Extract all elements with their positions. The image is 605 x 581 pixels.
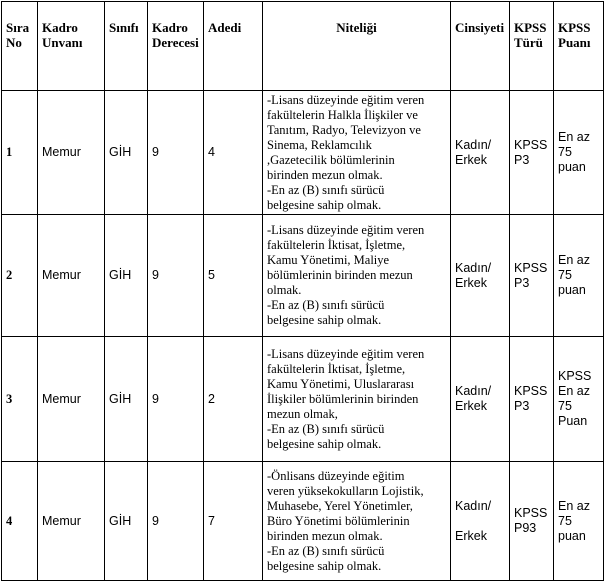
niteligi-cell-line: belgesine sahip olmak. [267,313,382,327]
niteligi-cell-line: -Önlisans düzeyinde eğitim [267,468,405,483]
niteligi-cell-line: -En az (B) sınıfı sürücü [267,543,385,558]
sinifi-cell: GİH [105,462,148,581]
niteligi-cell-line: belgesine sahip olmak. [267,436,382,451]
header-niteligi: Niteliği [263,2,451,91]
adedi-cell: 7 [204,462,263,581]
niteligi-cell-line: -En az (B) sınıfı sürücü [267,298,385,312]
niteligi-cell-line: mezun olmak, [267,406,338,421]
niteligi-cell-line: bölümlerinin birinden mezun [267,268,413,282]
kpss-puani-cell-line: Puan [558,414,588,428]
kpss-puani-cell-line: 75 [558,399,572,413]
kpss-puani-cell-line: En az [558,498,590,513]
kpss-turu-cell [510,462,554,581]
cinsiyeti-cell-line: Erkek [455,528,487,543]
adedi-cell: 5 [204,215,263,337]
niteligi-cell-line: -Lisans düzeyinde eğitim veren [267,92,425,107]
kpss-puani-cell-line: 75 [558,513,572,528]
niteligi-cell [263,215,451,337]
kadro-derecesi-cell: 9 [148,462,204,581]
niteligi-cell-line: Kamu Yönetimi, Maliye [267,253,390,267]
table-row [2,91,604,215]
row-number: 1 [2,91,38,215]
kpss-turu-cell-line: KPSS [514,384,548,398]
row-number: 2 [2,215,38,337]
table-row [2,337,604,462]
kpss-puani-cell-line: KPSS [558,369,592,383]
kpss-turu-cell-line: P3 [514,275,530,290]
row-number: 3 [2,337,38,462]
kpss-turu-cell-line: P3 [514,399,530,413]
cinsiyeti-cell-line: Erkek [455,275,487,290]
header-kadro-derecesi: Kadro Derecesi [148,2,204,91]
niteligi-cell-line: Kamu Yönetimi, Uluslararası [267,376,415,391]
kpss-turu-cell-line: KPSS [514,260,548,275]
niteligi-cell-line: -Lisans düzeyinde eğitim veren [267,346,425,361]
header-sinifi: Sınıfı [105,2,148,91]
header-row [2,2,604,91]
niteligi-cell-line: veren yüksekokulların Lojistik, [267,483,424,498]
niteligi-cell-line: olmak. [267,283,302,297]
kpss-puani-cell-line: puan [558,160,586,174]
table-row [2,462,604,581]
niteligi-cell-line: belgesine sahip olmak. [267,558,382,573]
niteligi-cell-line: birinden mezun olmak. [267,167,383,182]
cinsiyeti-cell-line: Kadın/ [455,498,492,513]
adedi-cell: 2 [204,337,263,462]
niteligi-cell-line: ,Gazetecilik bölümlerinin [267,152,395,167]
niteligi-cell-line: birinden mezun olmak. [267,528,383,543]
cinsiyeti-cell-line: Kadın/ [455,384,492,398]
header-cinsiyeti: Cinsiyeti [451,2,510,91]
kpss-puani-cell-line: 75 [558,145,572,159]
staff-positions-table [1,1,604,581]
niteligi-cell-line: Büro Yönetimi bölümlerinin [267,513,410,528]
header-kadro-unvani: Kadro Unvanı [38,2,105,91]
niteligi-cell [263,462,451,581]
sinifi-cell: GİH [105,91,148,215]
niteligi-cell-line: -En az (B) sınıfı sürücü [267,182,385,197]
header-adedi: Adedi [204,2,263,91]
cinsiyeti-cell [451,91,510,215]
table-body [2,91,604,581]
niteligi-cell-line: İlişkiler bölümlerinin birinden [267,391,419,406]
kpss-turu-cell-line: P93 [514,521,537,535]
header-kpss-turu: KPSS Türü [510,2,554,91]
kadro-derecesi-cell: 9 [148,91,204,215]
cinsiyeti-cell-line: Kadın/ [455,260,492,275]
kadro-unvani-cell: Memur [38,215,105,337]
kadro-derecesi-cell: 9 [148,337,204,462]
sinifi-cell: GİH [105,215,148,337]
niteligi-cell [263,337,451,462]
kpss-puani-cell-line: puan [558,528,586,543]
kadro-unvani-cell: Memur [38,462,105,581]
kpss-turu-cell-line: KPSS [514,137,548,152]
niteligi-cell [263,91,451,215]
niteligi-cell-line: Muhasebe, Yerel Yönetimler, [267,498,413,513]
kadro-unvani-cell: Memur [38,91,105,215]
sinifi-cell: GİH [105,337,148,462]
kpss-puani-cell-line: puan [558,283,586,297]
niteligi-cell-line: -Lisans düzeyinde eğitim veren [267,223,425,237]
kpss-puani-cell [554,215,604,337]
kpss-puani-cell [554,337,604,462]
kadro-derecesi-cell: 9 [148,215,204,337]
table-row [2,215,604,337]
kpss-puani-cell [554,462,604,581]
niteligi-cell-line: fakültelerin Halkla İlişkiler ve [267,107,418,122]
cinsiyeti-cell [451,215,510,337]
kpss-turu-cell [510,215,554,337]
kpss-turu-cell-line: KPSS [514,506,548,520]
cinsiyeti-cell-line: Kadın/ [455,137,492,152]
row-number: 4 [2,462,38,581]
niteligi-cell-line: belgesine sahip olmak. [267,197,382,212]
adedi-cell: 4 [204,91,263,215]
kpss-puani-cell-line: En az [558,253,590,267]
kpss-turu-cell-line: P3 [514,152,530,167]
cinsiyeti-cell-line [455,514,505,529]
cinsiyeti-cell-line: Erkek [455,399,487,413]
kadro-unvani-cell: Memur [38,337,105,462]
niteligi-cell-line: Tanıtım, Radyo, Televizyon ve [267,122,421,137]
niteligi-cell-line: fakültelerin İktisat, İşletme, [267,238,406,252]
kpss-puani-cell-line: En az [558,130,590,144]
kpss-puani-cell [554,91,604,215]
cinsiyeti-cell [451,337,510,462]
kpss-turu-cell [510,91,554,215]
niteligi-cell-line: Sinema, Reklamcılık [267,137,372,152]
niteligi-cell-line: fakültelerin İktisat, İşletme, [267,361,406,376]
header-kpss-puani: KPSS Puanı [554,2,604,91]
cinsiyeti-cell [451,462,510,581]
kpss-turu-cell [510,337,554,462]
kpss-puani-cell-line: 75 [558,268,572,282]
kpss-puani-cell-line: En az [558,384,590,398]
niteligi-cell-line: -En az (B) sınıfı sürücü [267,421,385,436]
cinsiyeti-cell-line: Erkek [455,152,487,167]
header-sira-no: Sıra No [2,2,38,91]
